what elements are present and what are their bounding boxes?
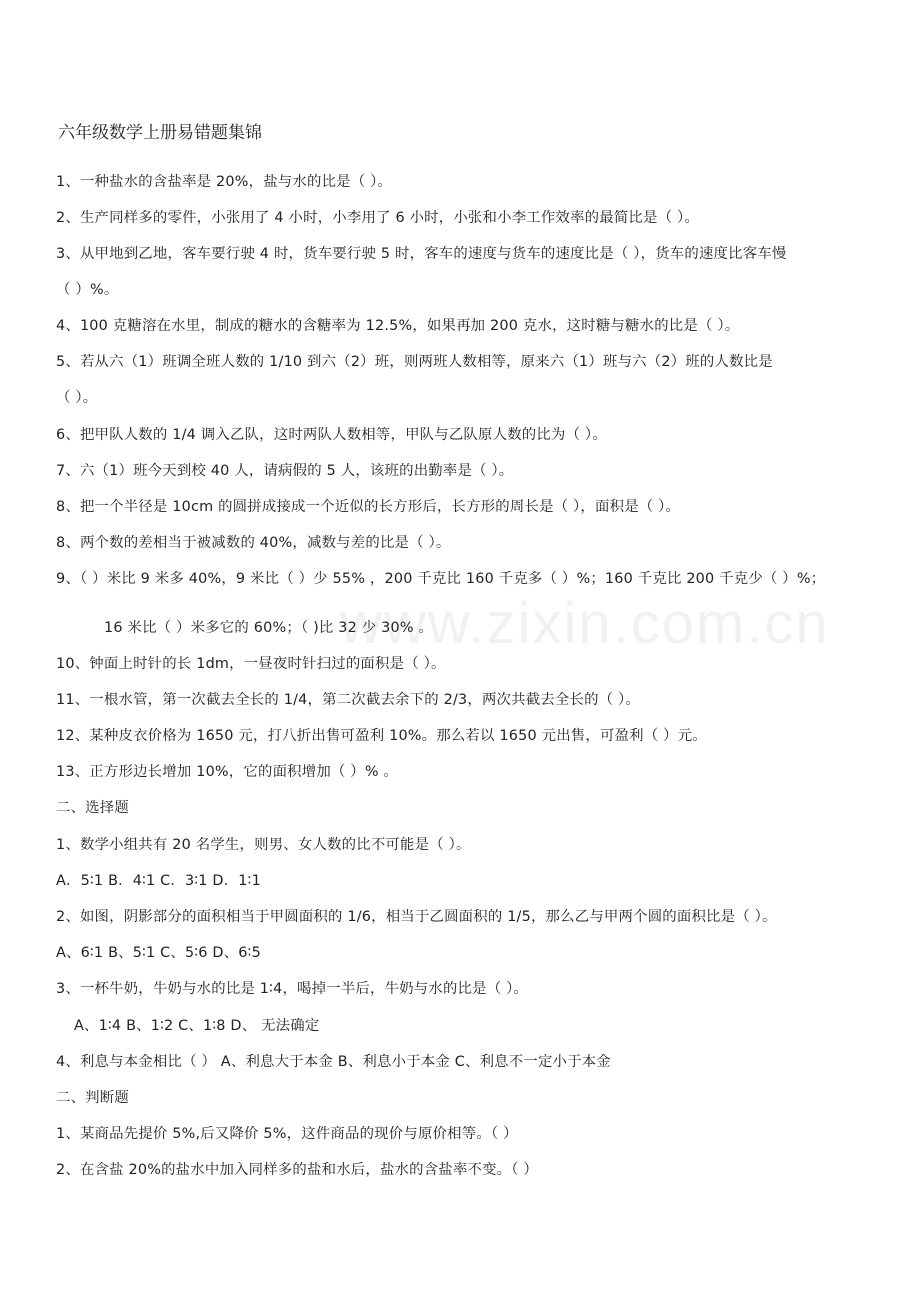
choice-question-2-options: A、6∶1 B、5∶1 C、5∶6 D、6∶5	[56, 945, 261, 961]
question-5-continued: （ ）。	[56, 390, 98, 406]
question-13: 13、正方形边长增加 10%，它的面积增加（ ）% 。	[56, 764, 399, 780]
watermark-text: www.zixin.com.cn	[340, 591, 830, 656]
judge-question-2: 2、在含盐 20%的盐水中加入同样多的盐和水后，盐水的含盐率不变。（ ）	[56, 1162, 539, 1178]
choice-question-2: 2、如图，阴影部分的面积相当于甲圆面积的 1/6，相当于乙圆面积的 1/5，那么乙与甲两个圆的面积比是（ ）。	[56, 909, 777, 925]
choice-question-4: 4、利息与本金相比（ ） A、利息大于本金 B、利息小于本金 C、利息不一定小于本金	[56, 1054, 611, 1070]
question-7: 7、六（1）班今天到校 40 人，请病假的 5 人，该班的出勤率是（ ）。	[56, 463, 514, 479]
question-8b: 8、两个数的差相当于被减数的 40%，减数与差的比是（ ）。	[56, 535, 451, 551]
question-2: 2、生产同样多的零件，小张用了 4 小时，小李用了 6 小时，小张和小李工作效率的最简比是（ ）。	[56, 210, 699, 226]
choice-question-1-options: A．5∶1 B．4∶1 C．3∶1 D．1∶1	[56, 873, 261, 889]
choice-question-1: 1、数学小组共有 20 名学生，则男、女人数的比不可能是（ ）。	[56, 837, 471, 853]
question-5: 5、若从六（1）班调全班人数的 1/10 到六（2）班，则两班人数相等，原来六（1）班与六（2）班的人数比是	[56, 354, 773, 370]
question-8a: 8、把一个半径是 10cm 的圆拼成接成一个近似的长方形后，长方形的周长是（ ），面积是（ ）。	[56, 499, 681, 515]
question-3: 3、从甲地到乙地，客车要行驶 4 时，货车要行驶 5 时，客车的速度与货车的速度比是（ ），货车的速度比客车慢	[56, 246, 787, 262]
question-1: 1、一种盐水的含盐率是 20%，盐与水的比是（ ）。	[56, 174, 393, 190]
question-9: 9、（ ）米比 9 米多 40%，9 米比（ ）少 55% ，200 千克比 160 千克多（ ）%；160 千克比 200 千克少（ ）%；	[56, 571, 826, 587]
question-11: 11、一根水管，第一次截去全长的 1/4，第二次截去余下的 2/3，两次共截去全长的（ ）。	[56, 692, 641, 708]
document-title: 六年级数学上册易错题集锦	[58, 123, 262, 143]
question-12: 12、某种皮衣价格为 1650 元，打八折出售可盈利 10%。那么若以 1650 元出售，可盈利（ ）元。	[56, 728, 707, 744]
question-4: 4、100 克糖溶在水里，制成的糖水的含糖率为 12.5%，如果再加 200 克水，这时糖与糖水的比是（ ）。	[56, 318, 740, 334]
section-heading-choice: 二、选择题	[56, 800, 129, 816]
choice-question-3: 3、一杯牛奶，牛奶与水的比是 1∶4，喝掉一半后，牛奶与水的比是（ ）。	[56, 981, 529, 997]
question-6: 6、把甲队人数的 1/4 调入乙队，这时两队人数相等，甲队与乙队原人数的比为（ ）。	[56, 427, 607, 443]
question-3-continued: （ ）%。	[56, 282, 119, 298]
question-10: 10、钟面上时针的长 1dm，一昼夜时针扫过的面积是（ ）。	[56, 656, 446, 672]
judge-question-1: 1、某商品先提价 5%,后又降价 5%，这件商品的现价与原价相等。（ ）	[56, 1126, 518, 1142]
section-heading-judge: 二、判断题	[56, 1090, 129, 1106]
choice-question-3-options: A、1∶4 B、1∶2 C、1∶8 D、 无法确定	[74, 1018, 320, 1034]
question-9-continued: 16 米比（ ）米多它的 60%；（ )比 32 少 30% 。	[104, 620, 434, 636]
